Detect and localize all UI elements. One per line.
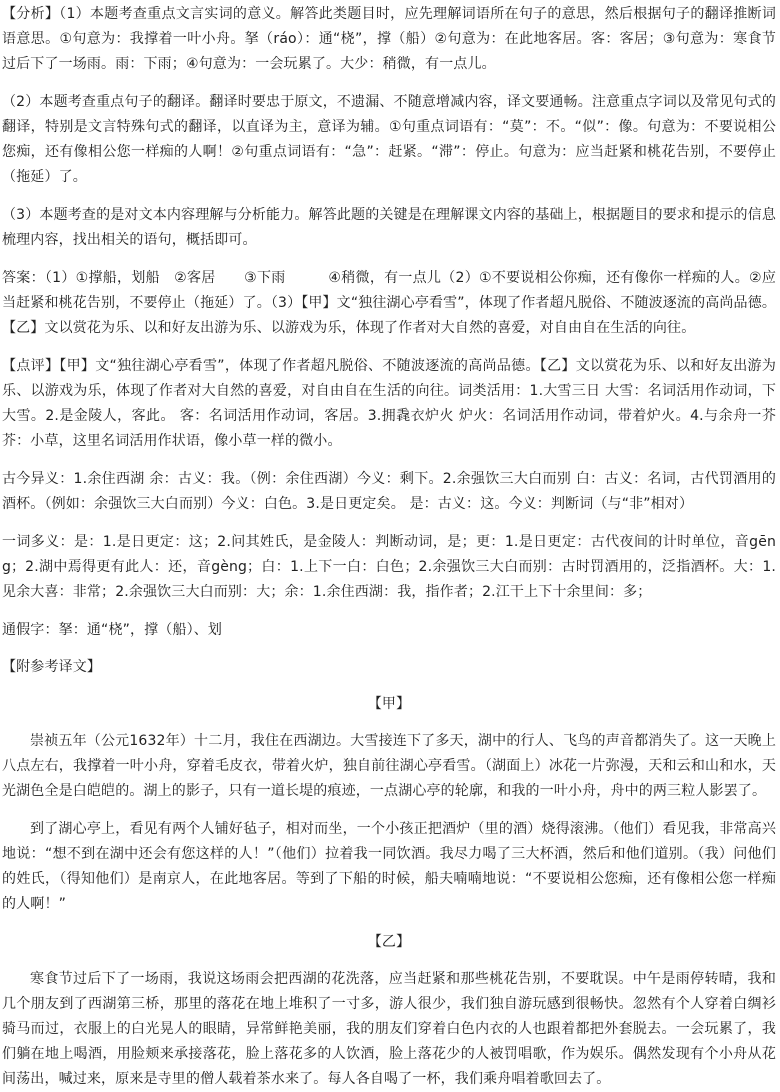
translation-heading: 【附参考译文】 [2,659,102,675]
jia-translation-paragraph-2: 到了湖心亭上，看见有两个人铺好毡子，相对而坐，一个小孩正把酒炉（里的酒）烧得滚沸。（他们）看见我，非常高兴地说：“想不到在湖中还会有您这样的人！”（他们）拉着我一同饮酒。我尽力喝了三大杯酒，然后和他们道别。（我）问他们的姓氏，（得知他们）是南京人，在此地客居。等到了下船的时候，船夫喃喃地说：“不要说相公您痴，还有像相公您一样痴的人啊！” [2,821,776,912]
analysis-part-2: （2）本题考查重点句子的翻译。翻译时要忠于原文，不遗漏、不随意增减内容，译文要通畅。注意重点字词以及常见句式的翻译，特别是文言特殊句式的翻译，以直译为主，意译为辅。①句重点词语有：“莫”：不。“似”：像。句意为：不要说相公您痴，还有像相公您一样痴的人啊！②句重点词语有：“急”：赶紧。“滞”：停止。句意为：应当赶紧和桃花告别，不要停止（拖延）了。 [2,94,776,185]
yi-heading: 【乙】 [367,934,411,950]
jia-heading: 【甲】 [367,696,411,712]
jia-translation-paragraph-1: 崇祯五年（公元1632年）十二月，我住在西湖边。大雪接连下了多天，湖中的行人、飞鸟的声音都消失了。这一天晚上八点左右，我撑着一叶小舟，穿着毛皮衣，带着火炉，独自前往湖心亭看雪。（湖面上）冰花一片弥漫，天和云和山和水，天光湖色全是白皑皑的。湖上的影子，只有一道长堤的痕迹，一点湖心亭的轮廓，和我的一叶小舟，舟中的两三粒人影罢了。 [2,733,776,799]
answer-paragraph: 答案：（1）①撑船，划船 ②客居 ③下雨 ④稍微，有一点儿（2）①不要说相公你痴，还有像你一样痴的人。②应当赶紧和桃花告别，不要停止（拖延）了。（3）【甲】文“独往湖心亭看雪”，体现了作者超凡脱俗、不随波逐流的高尚品德。【乙】文以赏花为乐、以和好友出游为乐、以游戏为乐，体现了作者对大自然的喜爱，对自由自在生活的向往。 [2,270,776,336]
comment-paragraph: 【点评】【甲】文“独往湖心亭看雪”，体现了作者超凡脱俗、不随波逐流的高尚品德。【乙】文以赏花为乐、以和好友出游为乐、以游戏为乐，体现了作者对大自然的喜爱，对自由自在生活的向往。词类活用：1.大雪三日 大雪：名词活用作动词，下大雪。2.是金陵人，客此。 客：名词活用作动词，客居。3.拥毳衣炉火 炉火：名词活用作动词，带着炉火。4.与余舟一芥 芥：小草，这里名词活用作状语，像小草一样的微小。 [2,358,776,449]
yi-translation-paragraph: 寒食节过后下了一场雨，我说这场雨会把西湖的花洗落，应当赶紧和那些桃花告别，不要耽误。中午是雨停转晴，我和几个朋友到了西湖第三桥，那里的落花在地上堆积了一寸多，游人很少，我们独自游玩感到很畅快。忽然有个人穿着白绸衫骑马而过，衣服上的白光晃人的眼睛，异常鲜艳美丽，我的朋友们穿着白色内衣的人也跟着都把外套脱去。一会玩累了，我们躺在地上喝酒，用脸颊来承接落花，脸上落花多的人饮酒，脸上落花少的人被罚唱歌，作为娱乐。偶然发现有个小舟从花间荡出，喊过来，原来是寺里的僧人载着茶水来了。每人各自喝了一杯，我们乘舟唱着歌回去了。 [2,971,776,1087]
ancient-modern-meaning-paragraph: 古今异义：1.余住西湖 余：古义：我。（例：余住西湖）今义：剩下。2.余强饮三大白而别 白：古义：名词，古代罚酒用的酒杯。（例如：余强饮三大白而别）今义：白色。3.是日更定矣。 是：古义：这。今义：判断词（与“非”相对） [2,471,776,512]
analysis-part-3: （3）本题考查的是对文本内容理解与分析能力。解答此题的关键是在理解课文内容的基础上，根据题目的要求和提示的信息梳理内容，找出相关的语句，概括即可。 [2,207,776,248]
polysemy-paragraph: 一词多义：是：1.是日更定：这；2.问其姓氏，是金陵人：判断动词，是；更：1.是日更定：古代夜间的计时单位，音gēng；2.湖中焉得更有此人：还，音gèng；白：1.上下一白：白色；2.余强饮三大白而别：古时罚酒用的，泛指酒杯。大：1.见余大喜：非常；2.余强饮三大白而别：大；余：1.余住西湖：我，指作者；2.江干上下十余里间：多； [2,534,776,600]
loan-characters-paragraph: 通假字：拏：通“桡”，撑（船）、划 [2,622,223,638]
analysis-part-1: 【分析】（1）本题考查重点文言实词的意义。解答此类题目时，应先理解词语所在句子的意思，然后根据句子的翻译推断词语意思。①句意为：我撑着一叶小舟。拏（ráo）：通“桡”，撑（船）②句意为：在此地客居。客：客居；③句意为：寒食节过后下了一场雨。雨：下雨；④句意为：一会玩累了。大少：稍微，有一点儿。 [2,6,776,72]
